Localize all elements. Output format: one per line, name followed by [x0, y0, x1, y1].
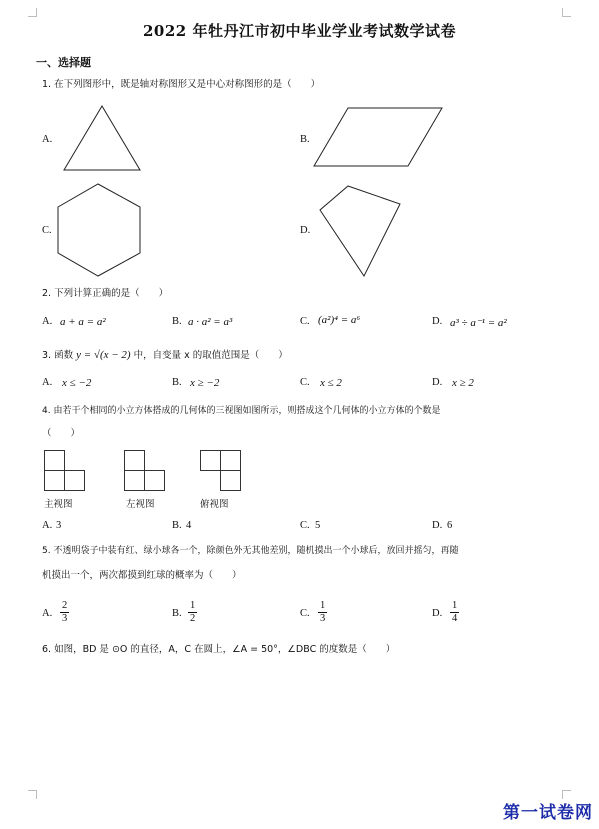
question-2-stem: 2. 下列计算正确的是（ ） [42, 288, 169, 299]
top-view-label: 俯视图 [200, 499, 229, 510]
watermark-logo: 第一试卷网 [503, 803, 593, 823]
question-3-stem-pre: 3. 函数 [42, 350, 74, 361]
q1-option-d-label: D. [300, 225, 311, 236]
left-view-label: 左视图 [126, 499, 155, 510]
front-view-label: 主视图 [44, 499, 73, 510]
q4-option-d-label: D. [432, 520, 443, 531]
page-title: 2022 年牡丹江市初中毕业学业考试数学试卷 [143, 22, 456, 40]
left-view-diagram [124, 450, 168, 494]
q2-option-a-label: A. [42, 316, 53, 327]
question-4-stem-line-1: 4. 由若干个相同的小立方体搭成的几何体的三视图如图所示，则搭成这个几何体的小立方体的个数是 [42, 406, 441, 416]
q3-option-d-label: D. [432, 377, 443, 388]
q5-option-c-fraction [318, 600, 327, 625]
question-5-stem-line-2: 机摸出一个，两次都摸到红球的概率为（ ） [42, 570, 242, 581]
q1-option-a-label: A. [42, 134, 53, 145]
q5-option-d-label: D. [432, 608, 443, 619]
q2-option-b: a · a² = a³ [188, 316, 233, 328]
q2-option-d-label: D. [432, 316, 443, 327]
q4-option-a: 3 [56, 520, 62, 531]
q5-option-a-fraction [60, 600, 69, 625]
q5-option-b-numerator: 1 [190, 600, 196, 611]
section-heading: 一、选择题 [36, 56, 91, 69]
corner-mark-top-right [562, 8, 571, 17]
q4-option-c-label: C. [300, 520, 310, 531]
question-5-stem-line-1: 5. 不透明袋子中装有红、绿小球各一个，除颜色外无其他差别，随机摸出一个小球后，放回并摇匀，再随 [42, 546, 459, 556]
q5-option-b-label: B. [172, 608, 182, 619]
q4-option-b: 4 [186, 520, 192, 531]
q2-option-c-label: C. [300, 316, 310, 327]
question-4-stem-line-2: （ ） [42, 428, 81, 439]
q2-option-c: (a²)⁴ = a⁶ [318, 314, 361, 326]
q4-option-a-label: A. [42, 520, 53, 531]
q1-option-b-label: B. [300, 134, 310, 145]
question-3-stem [42, 348, 288, 363]
q5-option-c-label: C. [300, 608, 310, 619]
question-6-stem: 6. 如图，BD 是 ⊙O 的直径，A，C 在圆上，∠A = 50°，∠DBC 的度数是（ ） [42, 644, 396, 655]
q5-option-d-fraction [450, 600, 459, 625]
q5-option-b-denominator: 2 [190, 613, 196, 624]
q5-option-a-label: A. [42, 608, 53, 619]
triangle-shape [62, 104, 146, 174]
top-view-diagram [200, 450, 244, 494]
q4-option-b-label: B. [172, 520, 182, 531]
q5-option-d-denominator: 4 [452, 613, 458, 624]
q1-option-c-label: C. [42, 225, 52, 236]
q3-option-a-label: A. [42, 377, 53, 388]
q3-option-c: x ≤ 2 [320, 377, 342, 389]
question-3-function: y = √(x − 2) [76, 349, 131, 361]
q2-option-a: a + a = a² [60, 316, 106, 328]
corner-mark-bottom-left [28, 790, 37, 799]
q5-option-c-numerator: 1 [320, 600, 326, 611]
q3-option-c-label: C. [300, 377, 310, 388]
q5-option-a-numerator: 2 [62, 600, 68, 611]
hexagon-shape [54, 182, 144, 278]
q4-option-d: 6 [447, 520, 453, 531]
q5-option-c-denominator: 3 [320, 613, 326, 624]
q5-option-b-fraction [188, 600, 197, 625]
q5-option-d-numerator: 1 [452, 600, 458, 611]
q3-option-b: x ≥ −2 [190, 377, 220, 389]
question-1-stem: 1. 在下列图形中，既是轴对称图形又是中心对称图形的是（ ） [42, 79, 321, 90]
q3-option-b-label: B. [172, 377, 182, 388]
q3-option-a: x ≤ −2 [62, 377, 92, 389]
parallelogram-shape [312, 106, 446, 170]
corner-mark-top-left [28, 8, 37, 17]
kite-shape [318, 184, 404, 278]
front-view-diagram [44, 450, 88, 494]
q2-option-b-label: B. [172, 316, 182, 327]
q4-option-c: 5 [315, 520, 321, 531]
q3-option-d: x ≥ 2 [452, 377, 474, 389]
question-3-stem-post: 中，自变量 x 的取值范围是（ ） [133, 350, 288, 361]
q5-option-a-denominator: 3 [62, 613, 68, 624]
q2-option-d: a³ ÷ a⁻¹ = a² [450, 317, 507, 329]
